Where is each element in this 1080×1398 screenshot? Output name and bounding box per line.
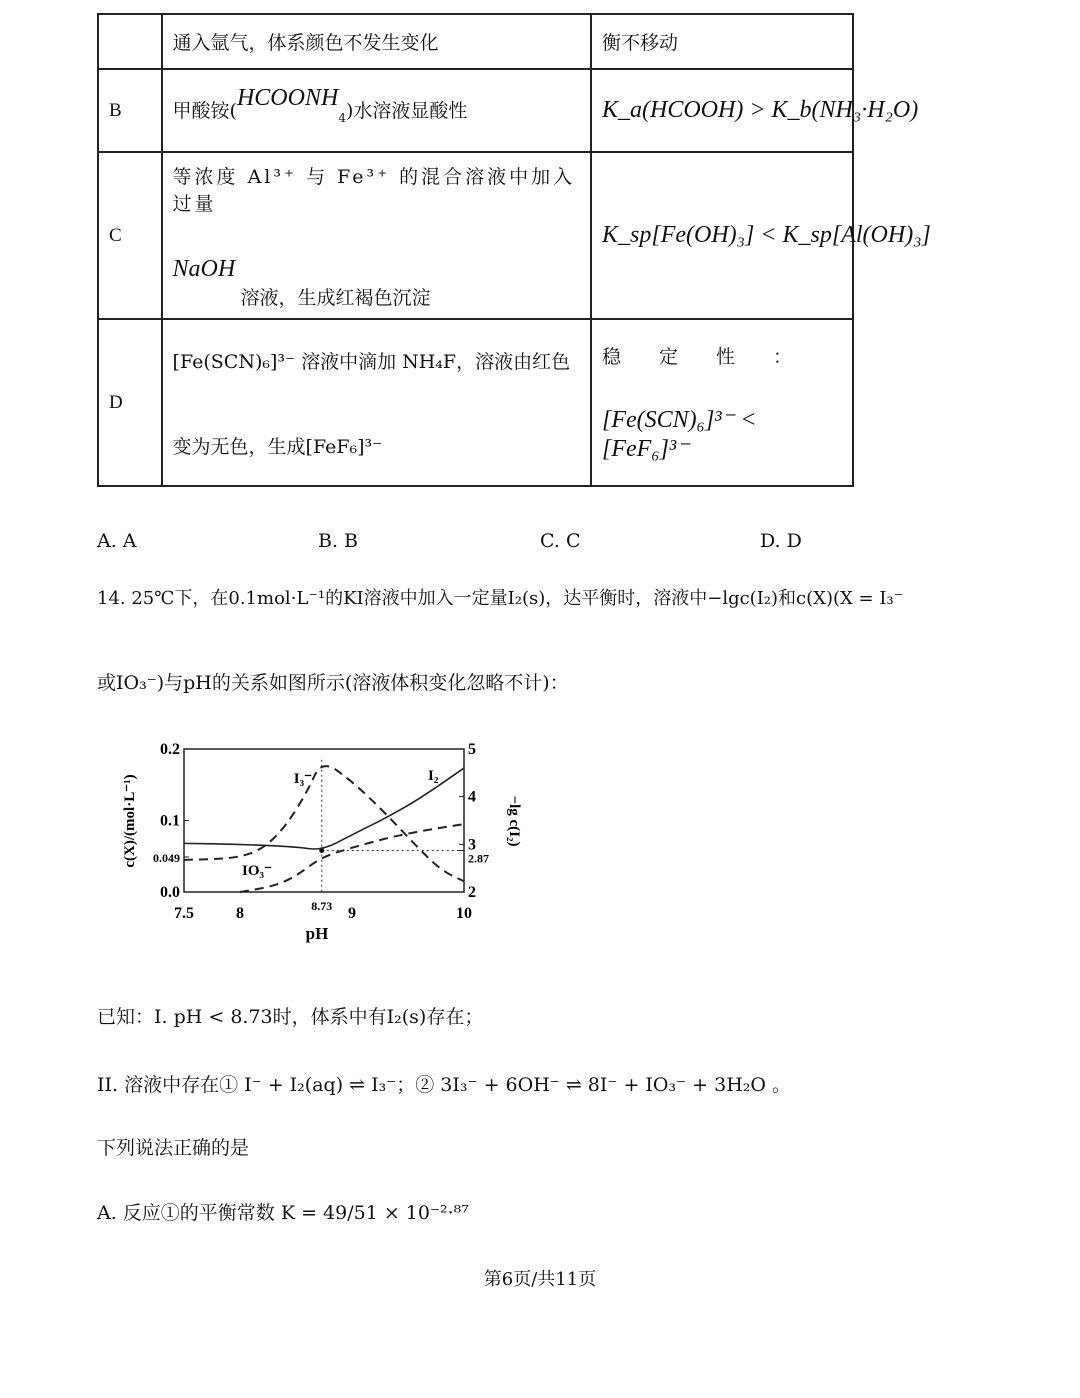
y-left-axis-label: c(X)/(mol·L⁻¹) — [122, 774, 138, 868]
y-right-tick-label: 3 — [468, 836, 476, 854]
option-b: B. B — [318, 530, 359, 552]
table-row — [98, 319, 853, 486]
x-tick-label: 8 — [236, 905, 244, 922]
row-d-conclusion — [591, 319, 853, 486]
row-b-description — [162, 69, 591, 152]
series-line-2 — [184, 768, 464, 849]
plot-frame — [184, 749, 464, 892]
option-c: C. C — [540, 530, 581, 552]
y-right-axis-label: −lg c(I₂) — [506, 795, 522, 847]
series-label-3: IO₃⁻ — [242, 863, 272, 879]
row-label: B — [98, 69, 162, 152]
q14-option-a: A. 反应①的平衡常数 K = 49/51 × 10⁻²·⁸⁷ — [97, 1202, 469, 1224]
known-condition-2: II. 溶液中存在① I⁻ + I₂(aq) ⇌ I₃⁻；② 3I₃⁻ + 6OH⁻ ⇌ 8I⁻ + IO₃⁻ + 3H₂O 。 — [97, 1074, 792, 1096]
y-left-tick-label: 0.1 — [160, 812, 180, 830]
option-a: A. A — [97, 530, 137, 552]
row-b-formula: HCOONH — [236, 85, 339, 112]
series-label-2: I₂ — [428, 768, 439, 784]
row-b-desc-pre: 甲酸铵( — [172, 100, 237, 123]
ph-concentration-chart — [110, 725, 540, 955]
y-right-tick-label: 2 — [468, 884, 476, 901]
row-a-conclusion: 衡不移动 — [591, 14, 853, 69]
series-line-0 — [184, 766, 464, 881]
x-tick-label: 8.73 — [311, 899, 333, 913]
x-axis-label: pH — [305, 924, 329, 943]
row-d-desc-line1: [Fe(SCN)₆]³⁻ 溶液中滴加 NH₄F，溶液由红色 — [172, 350, 571, 373]
y-right-tick-label: 5 — [468, 741, 476, 758]
series-label-1: I₃⁻ — [293, 771, 313, 787]
row-b-desc-post: )水溶液显酸性 — [345, 100, 468, 123]
row-d-desc-line2: 变为无色，生成[FeF₆]³⁻ — [172, 435, 383, 458]
y-left-tick-label: 0.2 — [160, 741, 180, 758]
row-b-formula-sub: 4 — [338, 110, 346, 125]
x-tick-label: 7.5 — [174, 905, 194, 922]
known-condition-1: 已知：I. pH < 8.73时，体系中有I₂(s)存在； — [97, 1006, 484, 1028]
row-d-description — [162, 319, 591, 486]
q14-line1: 14. 25℃下，在0.1mol·L⁻¹的KI溶液中加入一定量I₂(s)，达平衡时，溶液中−lgc(I₂)和c(X)(X = I₃⁻ — [97, 588, 904, 609]
table-row — [98, 14, 853, 69]
row-c-desc-line1: 等浓度 Al³⁺ 与 Fe³⁺ 的混合溶液中加入过量 — [172, 165, 576, 215]
table-row — [98, 69, 853, 152]
row-label — [98, 14, 162, 69]
row-a-description: 通入氩气，体系颜色不发生变化 — [162, 14, 591, 69]
row-label: C — [98, 152, 162, 319]
series-layer — [184, 766, 464, 892]
y-left-tick-label: 0.049 — [153, 850, 180, 865]
label-layer — [242, 768, 439, 879]
y-right-tick-label: 2.87 — [468, 851, 489, 866]
row-c-conclusion: K_sp[Fe(OH)₃] < K_sp[Al(OH)₃] — [591, 152, 853, 319]
row-label: D — [98, 319, 162, 486]
guide-lines — [319, 760, 464, 892]
x-tick-label: 10 — [456, 905, 472, 922]
row-d-concl-line1: 稳 定 性 ： — [602, 346, 793, 368]
y-left-tick-label: 0.0 — [160, 884, 180, 901]
q14-line2: 或IO₃⁻)与pH的关系如图所示(溶液体积变化忽略不计)： — [97, 672, 569, 694]
y-right-tick-label: 4 — [468, 788, 476, 806]
page-footer: 第6页/共11页 — [483, 1269, 597, 1290]
row-c-desc-line2: 溶液，生成红褐色沉淀 — [240, 286, 431, 309]
row-c-description — [162, 152, 591, 319]
option-d: D. D — [760, 530, 802, 552]
question-13-table — [97, 13, 931, 487]
question-prompt: 下列说法正确的是 — [97, 1137, 250, 1159]
table-row — [98, 152, 853, 319]
row-b-conclusion: K_a(HCOOH) > K_b(NH₃·H₂O) — [591, 69, 853, 152]
row-c-formula: NaOH — [172, 255, 236, 282]
x-tick-label: 9 — [348, 905, 356, 922]
row-d-concl-line2: [Fe(SCN)₆]³⁻ < [FeF₆]³⁻ — [602, 407, 757, 462]
